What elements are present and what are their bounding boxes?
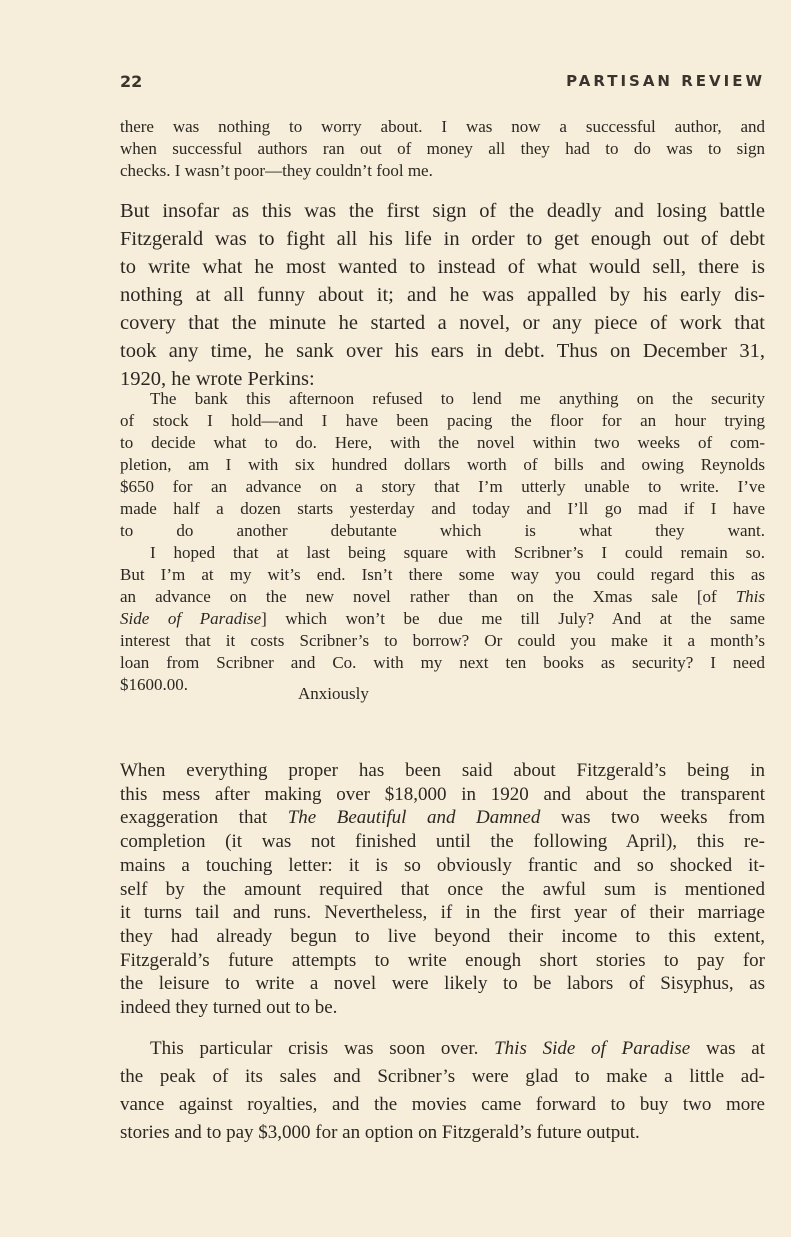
text-run: to decide what to do. Here, with the novel within two weeks of com- — [120, 433, 765, 452]
text-line — [120, 564, 765, 586]
paragraph-crisis-over — [120, 1035, 765, 1147]
text-run: pletion, am I with six hundred dollars worth of bills and owing Reynolds — [120, 455, 765, 474]
text-line — [120, 116, 765, 138]
text-run: exaggeration that — [120, 807, 288, 829]
text-line — [120, 1035, 765, 1063]
text-run: mains a touching letter: it is so obviously frantic and so shocked it- — [120, 854, 765, 876]
text-run: the peak of its sales and Scribner’s were glad to make a little ad- — [120, 1066, 765, 1087]
text-line — [120, 388, 765, 410]
running-title: PARTISAN REVIEW — [566, 72, 765, 90]
text-line — [120, 806, 765, 830]
text-run: they had already begun to live beyond their income to this extent, — [120, 925, 765, 947]
text-run: it turns tail and runs. Nevertheless, if in the first year of their marriage — [120, 902, 765, 924]
text-line — [120, 949, 765, 973]
text-run: self by the amount required that once the awful sum is mentioned — [120, 878, 765, 900]
text-run: Fitzgerald was to fight all his life in order to get enough out of debt — [120, 228, 765, 250]
text-line — [120, 674, 765, 696]
text-run: to write what he most wanted to instead of what would sell, there is — [120, 256, 765, 278]
text-run: made half a dozen starts yesterday and today and I’ll go mad if I have — [120, 499, 765, 518]
text-run: took any time, he sank over his ears in debt. Thus on December 31, — [120, 340, 765, 362]
text-run: vance against royalties, and the movies came forward to buy two more — [120, 1094, 765, 1115]
text-line — [120, 410, 765, 432]
paragraph-quote-continuation — [120, 116, 765, 182]
italic-title: Side of Paradise — [120, 609, 262, 628]
text-run: When everything proper has been said about Fitzgerald’s being in — [120, 760, 765, 781]
text-run: was at — [690, 1038, 765, 1059]
text-line — [120, 432, 765, 454]
text-line — [120, 309, 765, 337]
text-line — [120, 520, 765, 542]
text-line — [120, 630, 765, 652]
text-line — [120, 542, 765, 564]
text-line — [120, 138, 765, 160]
text-line — [120, 854, 765, 878]
text-line — [120, 197, 765, 225]
text-line — [120, 925, 765, 949]
text-run: an advance on the new novel rather than on the Xmas sale [of — [120, 587, 736, 606]
text-line — [120, 1119, 765, 1147]
paragraph-debt-battle — [120, 197, 765, 393]
text-line — [120, 160, 765, 182]
text-run: But I’m at my wit’s end. Isn’t there some way you could regard this as — [120, 565, 765, 584]
text-run: interest that it costs Scribner’s to borrow? Or could you make it a month’s — [120, 631, 765, 650]
text-run: ] which won’t be due me till July? And at the same — [261, 609, 765, 628]
text-line — [120, 759, 765, 783]
text-line — [120, 783, 765, 807]
text-line — [120, 830, 765, 854]
text-line — [120, 1091, 765, 1119]
text-run: covery that the minute he started a novel, or any piece of work that — [120, 312, 765, 334]
running-header — [120, 70, 765, 94]
text-line — [120, 476, 765, 498]
text-line — [120, 878, 765, 902]
text-line — [120, 454, 765, 476]
text-run: there was nothing to worry about. I was now a successful author, and — [120, 117, 765, 136]
text-run: when successful authors ran out of money all they had to do was to sign — [120, 139, 765, 158]
text-run: indeed they turned out to be. — [120, 997, 338, 1019]
text-line — [120, 281, 765, 309]
text-run: 1920, he wrote Perkins: — [120, 368, 315, 390]
letter-signature: Anxiously — [298, 684, 369, 703]
text-run: $1600.00. — [120, 675, 188, 694]
text-run: was two weeks from — [540, 807, 766, 829]
text-run: Fitzgerald’s future attempts to write enough short stories to pay for — [120, 949, 765, 971]
text-run: nothing at all funny about it; and he was appalled by his early dis- — [120, 284, 765, 306]
text-run: completion (it was not finished until the following April), this re- — [120, 831, 765, 853]
text-line — [120, 972, 765, 996]
page-number: 22 — [120, 72, 143, 91]
text-run: stories and to pay $3,000 for an option on Fitzgerald’s future output. — [120, 1122, 640, 1143]
text-line — [120, 225, 765, 253]
text-run: The bank this afternoon refused to lend me anything on the security — [150, 389, 765, 408]
italic-title: The Beautiful and Damned — [287, 807, 541, 829]
text-run: the leisure to write a novel were likely to be labors of Sisyphus, as — [120, 973, 765, 995]
text-run: this mess after making over $18,000 in 1920 and about the transparent — [120, 783, 765, 805]
text-line — [120, 901, 765, 925]
text-line — [120, 253, 765, 281]
text-run: to do another debutante which is what they want. — [120, 521, 765, 540]
text-run: I hoped that at last being square with Scribner’s I could remain so. — [150, 543, 765, 562]
text-run: loan from Scribner and Co. with my next ten books as security? I need — [120, 653, 765, 672]
text-run: checks. I wasn’t poor—they couldn’t fool me. — [120, 161, 433, 180]
text-line — [120, 498, 765, 520]
text-line — [120, 337, 765, 365]
text-run: of stock I hold—and I have been pacing the floor for an hour trying — [120, 411, 765, 430]
italic-title: This — [735, 587, 765, 606]
text-run: This particular crisis was soon over. — [150, 1038, 495, 1059]
block-quote-letter — [120, 388, 765, 696]
text-line — [120, 586, 765, 608]
text-line — [120, 608, 765, 630]
text-run: $650 for an advance on a story that I’m utterly unable to write. I’ve — [120, 477, 765, 496]
paragraph-commentary — [120, 759, 765, 1020]
italic-title: This Side of Paradise — [494, 1038, 691, 1059]
text-line — [120, 652, 765, 674]
text-line — [120, 1063, 765, 1091]
text-line — [120, 996, 765, 1020]
text-run: But insofar as this was the first sign of the deadly and losing battle — [120, 200, 765, 222]
